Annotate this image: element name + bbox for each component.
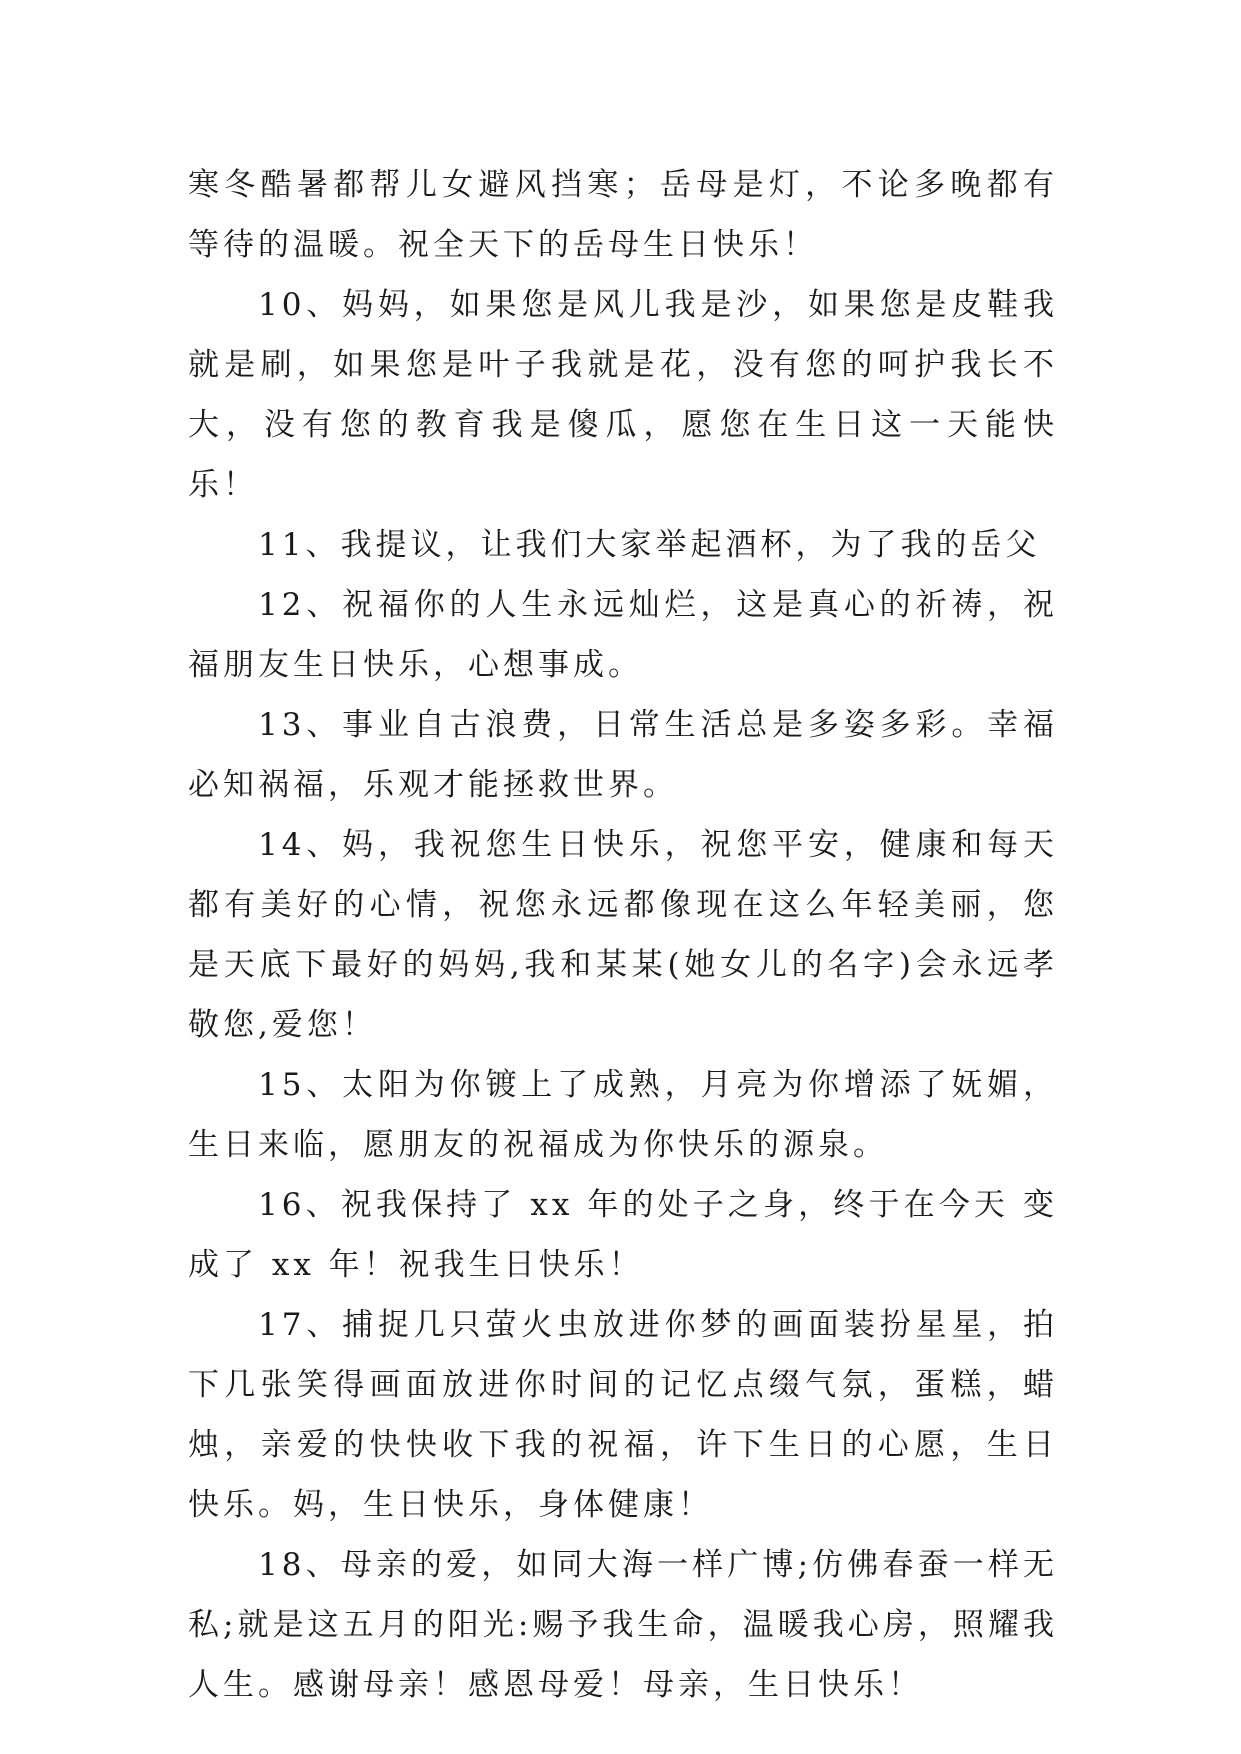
document-body [188, 155, 1058, 1715]
paragraph-15: 15、太阳为你镀上了成熟，月亮为你增添了妩媚，生日来临，愿朋友的祝福成为你快乐的源泉。 [188, 1067, 1058, 1163]
paragraph-12: 12、祝福你的人生永远灿烂，这是真心的祈祷，祝福朋友生日快乐，心想事成。 [188, 587, 1058, 683]
paragraph-17: 17、捕捉几只萤火虫放进你梦的画面装扮星星，拍下几张笑得画面放进你时间的记忆点缀气氛，蛋糕，蜡烛，亲爱的快快收下我的祝福，许下生日的心愿，生日快乐。妈，生日快乐，身体健康！ [188, 1307, 1058, 1523]
paragraph-continuation: 寒冬酷暑都帮儿女避风挡寒；岳母是灯，不论多晚都有等待的温暖。祝全天下的岳母生日快乐！ [188, 167, 1058, 263]
paragraph-18: 18、母亲的爱，如同大海一样广博;仿佛春蚕一样无私;就是这五月的阳光:赐予我生命，温暖我心房，照耀我人生。感谢母亲！感恩母爱！母亲，生日快乐！ [188, 1547, 1058, 1703]
paragraph-11: 11、我提议，让我们大家举起酒杯，为了我的岳父 [258, 527, 1041, 563]
paragraph-10: 10、妈妈，如果您是风儿我是沙，如果您是皮鞋我就是刷，如果您是叶子我就是花，没有您的呵护我长不大，没有您的教育我是傻瓜，愿您在生日这一天能快乐！ [188, 287, 1058, 503]
paragraph-13: 13、事业自古浪费，日常生活总是多姿多彩。幸福必知祸福，乐观才能拯救世界。 [188, 707, 1058, 803]
paragraph-16: 16、祝我保持了 xx 年的处子之身，终于在今天 变成了 xx 年！祝我生日快乐！ [188, 1187, 1058, 1283]
paragraph-14: 14、妈，我祝您生日快乐，祝您平安，健康和每天都有美好的心情，祝您永远都像现在这么年轻美丽，您是天底下最好的妈妈,我和某某(她女儿的名字)会永远孝敬您,爱您！ [188, 827, 1058, 1043]
